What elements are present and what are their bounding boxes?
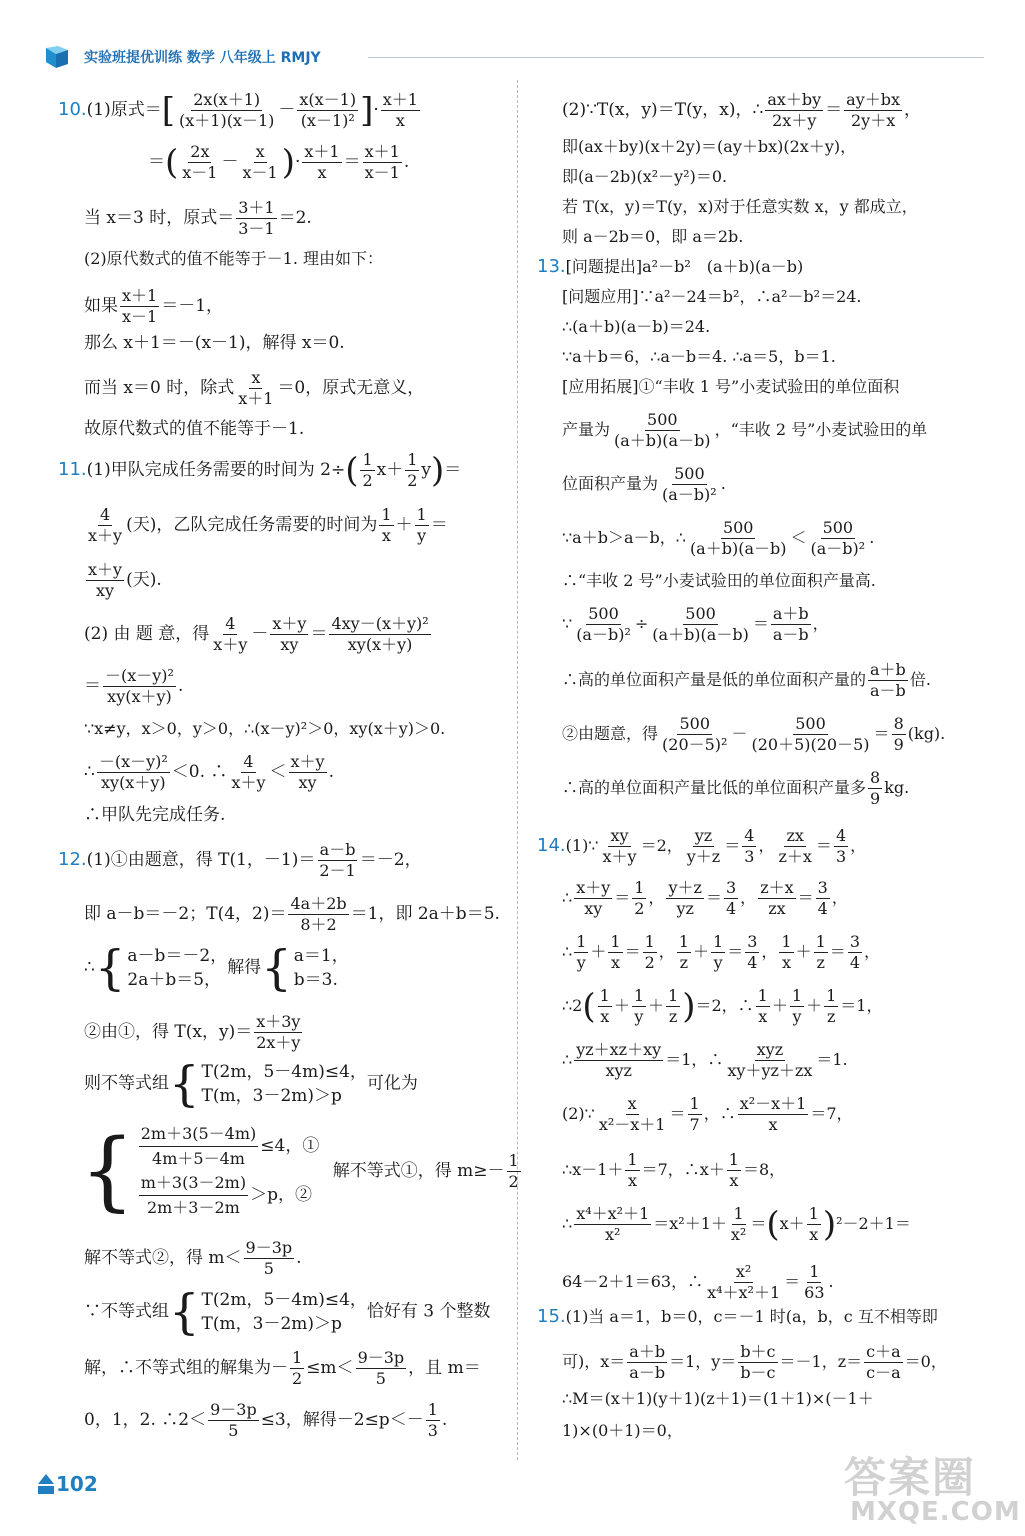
q11-line4: (2) 由 题 意，得 $\frac{4}{x+y}$ － $\frac{x+y}{xy}$ ＝ $\frac{\text{4xy－(x＋y)²}}{xy(x+y)}$	[84, 614, 429, 654]
badge-bar	[38, 1486, 54, 1494]
q14-number: 14.	[537, 835, 566, 856]
q13-line11: ∴高的单位面积产量是低的单位面积产量的 $\frac{a+b}{a-b}$ 倍.	[562, 660, 931, 700]
q15-line1: 15.(1)当 a＝1，b＝0，c＝－1 时(a，b，c 互不相等即	[537, 1306, 938, 1327]
q10-line4: (2)原代数式的值不能等于－1. 理由如下：	[84, 249, 384, 268]
q13-line3: ∴(a＋b)(a－b)＝24.	[562, 317, 711, 336]
q13-line8: ∵a＋b＞a－b，∴ $\frac{500}{(a+b)(a-b)}$ ＜ $\frac{500}{\text{(a－b)²}}$ .	[562, 518, 875, 558]
q10-line6: 那么 x＋1＝－(x－1)，解得 x＝0.	[84, 333, 345, 353]
q14-line4: ∴2( $\frac{1}{x}$ ＋ $\frac{1}{y}$ ＋ $\frac{1}{z}$ )＝2，∴ $\frac{1}{x}$ ＋ $\frac{1}{y}$ ＋ $\frac{1}{z}$ ＝1，	[562, 986, 883, 1027]
q14-line6: (2)∵ $\frac{x}{\text{x²－x＋1}}$ ＝ $\frac{1}{7}$ ，∴ $\frac{\text{x²－x＋1}}{x}$ ＝7，	[562, 1094, 853, 1134]
header-rule	[368, 57, 984, 58]
q14-line2: ∴ $\frac{x+y}{xy}$ ＝ $\frac{1}{2}$ ， $\frac{y+z}{yz}$ ＝ $\frac{3}{4}$ ， $\frac{z+x}{zx}$ ＝ $\frac{3}{4}$ ，	[562, 878, 848, 918]
q10-line1: 10.(1)原式＝[ $\frac{2x(x+1)}{(x+1)(x-1)}$ － $\frac{x(x-1)}{\text{(x－1)²}}$ ]· $\frac{x+1}{x}$	[58, 90, 418, 131]
q10-line2: ＝( $\frac{2x}{x-1}$ － $\frac{x}{x-1}$ )· $\frac{x+1}{x}$ ＝ $\frac{x+1}{x-1}$ .	[148, 142, 410, 183]
page-number-badge	[38, 1472, 98, 1496]
q14-line1: 14.(1)∵ $\frac{xy}{x+y}$ ＝2， $\frac{yz}{y+z}$ ＝ $\frac{4}{3}$ ， $\frac{zx}{z+x}$ ＝ $\frac{4}{3}$ ，	[537, 826, 867, 866]
q11-line5: ＝ $\frac{\text{－(x－y)²}}{xy(x+y)}$ .	[84, 666, 184, 706]
cube-logo-icon	[38, 46, 78, 70]
page-header	[38, 44, 984, 70]
q12-line4: ②由①，得 T(x，y)＝ $\frac{x+3y}{2x+y}$	[84, 1012, 301, 1052]
q10-number: 10.	[58, 99, 87, 120]
q13-line9: ∴“丰收 2 号”小麦试验田的单位面积产量高.	[562, 571, 876, 590]
header-title: 实验班提优训练 数学 八年级上 RMJY	[84, 50, 321, 66]
q11-line8: ∴甲队先完成任务.	[84, 805, 226, 825]
q12-line10: 0，1，2. ∴2＜ $\frac{9-3p}{5}$ ≤3，解得－2≤p＜－ $\frac{1}{3}$ .	[84, 1400, 448, 1440]
q13-number: 13.	[537, 256, 566, 277]
q13-line12: ②由题意，得 $\frac{500}{\text{(20－5)²}}$ － $\frac{500}{(20+5)(20-5)}$ ＝ $\frac{8}{9}$ (kg).	[562, 714, 946, 754]
q11-number: 11.	[58, 459, 87, 480]
q15-line3: ∴M＝(x＋1)(y＋1)(z＋1)＝(1＋1)×(－1＋	[562, 1389, 874, 1408]
q15-number: 15.	[537, 1306, 566, 1327]
q11-line2: $\frac{4}{x+y}$ (天)，乙队完成任务需要的时间为 $\frac{1}{x}$ ＋ $\frac{1}{y}$ ＝	[88, 505, 448, 545]
q13-line2: [问题应用]∵a²－24＝b²，∴a²－b²＝24.	[562, 287, 862, 306]
q10-line3: 当 x＝3 时，原式＝ $\frac{3+1}{3-1}$ ＝2.	[84, 198, 312, 238]
q12b-line5: 则 a－2b＝0，即 a＝2b.	[562, 227, 744, 246]
q15-line4: 1)×(0＋1)＝0，	[562, 1421, 683, 1440]
q13-line5: [应用拓展]①“丰收 1 号”小麦试验田的单位面积	[562, 377, 900, 396]
watermark	[840, 1445, 1021, 1535]
q14-line7: ∴x－1＋ $\frac{1}{x}$ ＝7，∴x＋ $\frac{1}{x}$ ＝8，	[562, 1150, 786, 1190]
up-arrow-icon	[38, 1474, 54, 1484]
q14-line8: ∴ $\frac{\text{x⁴＋x²＋1}}{\text{x²}}$ ＝x²＋1＋ $\frac{1}{\text{x²}}$ ＝(x＋ $\frac{1}{x}$ )²－2＋1＝	[562, 1204, 911, 1245]
q12b-line4: 若 T(x，y)＝T(y，x)对于任意实数 x，y 都成立，	[562, 197, 918, 216]
q11-line3: $\frac{x+y}{xy}$ (天).	[88, 560, 162, 600]
q12-line2: 即 a－b＝－2；T(4，2)＝ $\frac{4a+2b}{8+2}$ ＝1，即 2a＋b＝5.	[84, 894, 500, 934]
q10-line7: 而当 x＝0 时，除式 $\frac{x}{x+1}$ ＝0，原式无意义，	[84, 368, 425, 408]
q12-line7: 解不等式②，得 m＜ $\frac{9-3p}{5}$ .	[84, 1238, 302, 1278]
q13-line13: ∴高的单位面积产量比低的单位面积产量多 $\frac{8}{9}$ kg.	[562, 768, 910, 808]
q11-line6: ∵x≠y，x＞0，y＞0，∴(x－y)²＞0，xy(x＋y)＞0.	[84, 719, 446, 738]
q12-number: 12.	[58, 849, 87, 870]
watermark-text: 答案圈	[844, 1453, 977, 1502]
q12b-line2: 即(ax＋by)(x＋2y)＝(ay＋bx)(2x＋y)，	[562, 137, 857, 156]
q13-line1: 13.[问题提出]a²－b² (a＋b)(a－b)	[537, 256, 804, 277]
q10-line5: 如果 $\frac{x+1}{x-1}$ ＝－1，	[84, 286, 224, 326]
q15-line2: 可)，x＝ $\frac{a+b}{a-b}$ ＝1，y＝ $\frac{b+c}{b-c}$ ＝－1，z＝ $\frac{c+a}{c-a}$ ＝0，	[562, 1342, 947, 1382]
q12-line8: ∵不等式组 { T(2m，5－4m)≤4， T(m，3－2m)＞p 恰好有 3 个整数	[84, 1284, 491, 1340]
q12-line1: 12.(1)①由题意，得 T(1，－1)＝ $\frac{a-b}{2-1}$ ＝－2，	[58, 840, 422, 880]
q12-line6: { $\frac{2m+3(5-4m)}{4m+5-4m}$ ≤4，① $\frac{m+3(3-2m)}{2m+3-2m}$ ＞p，② 解不等式①，得 m≥－ $\frac{1}{2}$	[80, 1121, 519, 1221]
q13-line6: 产量为 $\frac{500}{(a+b)(a-b)}$ ，“丰收 2 号”小麦试验田的单	[562, 410, 928, 450]
q13-line7: 位面积产量为 $\frac{500}{\text{(a－b)²}}$ .	[562, 464, 726, 504]
q13-line4: ∵a＋b＝6，∴a－b＝4. ∴a＝5，b＝1.	[562, 347, 836, 366]
q12-line9: 解，∴不等式组的解集为－ $\frac{1}{2}$ ≤m＜ $\frac{9-3p}{5}$ ，且 m＝	[84, 1348, 481, 1388]
q12-line5: 则不等式组 { T(2m，5－4m)≤4， T(m，3－2m)＞p 可化为	[84, 1056, 418, 1112]
q13-line10: ∵ $\frac{500}{\text{(a－b)²}}$ ÷ $\frac{500}{(a+b)(a-b)}$ ＝ $\frac{a+b}{a-b}$ ，	[562, 604, 829, 644]
q12b-line3: 即(a－2b)(x²－y²)＝0.	[562, 167, 728, 186]
q14-line3: ∴ $\frac{1}{y}$ ＋ $\frac{1}{x}$ ＝ $\frac{1}{2}$ ， $\frac{1}{z}$ ＋ $\frac{1}{y}$ ＝ $\frac{3}{4}$ ， $\frac{1}{x}$ ＋ $\frac{1}{z}$ ＝ $\frac{3}{4}$ ，	[562, 932, 881, 972]
q12b-line1: (2)∵T(x，y)＝T(y，x)，∴ $\frac{ax+by}{2x+y}$ ＝ $\frac{ay+bx}{2y+x}$ ，	[562, 90, 922, 130]
column-divider	[517, 80, 518, 1460]
q10-line8: 故原代数式的值不能等于－1.	[84, 419, 305, 439]
page-number: 102	[56, 1472, 98, 1496]
q12-line3: ∴ { a－b＝－2， 2a＋b＝5， 解得 { a＝1， b＝3.	[84, 940, 349, 996]
q11-line1: 11.(1)甲队完成任务需要的时间为 2÷( $\frac{1}{2}$ x＋ $\frac{1}{2}$ y)＝	[58, 450, 462, 491]
q14-line9: 64－2＋1＝63，∴ $\frac{\text{x²}}{\text{x⁴＋x²＋1}}$ ＝ $\frac{1}{63}$ .	[562, 1262, 834, 1302]
watermark-url: MXQE.COM	[850, 1497, 1021, 1527]
q11-line7: ∴ $\frac{\text{－(x－y)²}}{xy(x+y)}$ ＜0. ∴ $\frac{4}{x+y}$ ＜ $\frac{x+y}{xy}$ .	[84, 752, 334, 792]
q14-line5: ∴ $\frac{yz+xz+xy}{\text{xyz}}$ ＝1，∴ $\frac{\text{xyz}}{xy+yz+zx}$ ＝1.	[562, 1040, 848, 1080]
